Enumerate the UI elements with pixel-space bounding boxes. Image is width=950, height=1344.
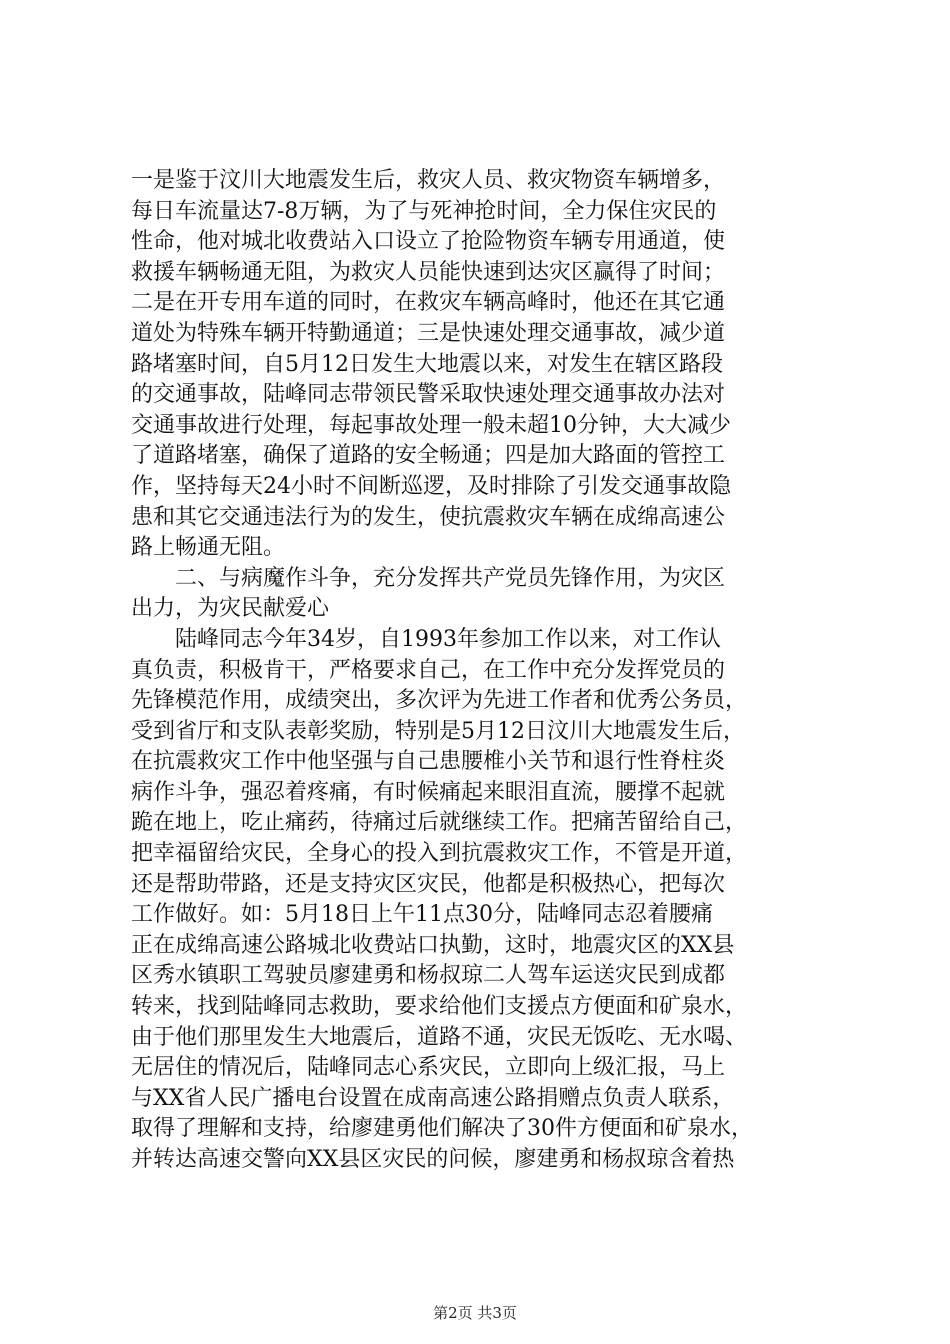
text-line: 交通事故进行处理，每起事故处理一般未超10分钟，大大减少 <box>131 412 731 438</box>
paragraph-start: 陆峰同志今年34岁，自1993年参加工作以来，对工作认 <box>175 626 721 652</box>
page-number-footer: 第2页 共3页 <box>433 1304 517 1322</box>
text-line: 正在成绵高速公路城北收费站口执勤，这时，地震灾区的XX县 <box>131 932 735 958</box>
text-line: 取得了理解和支持，给廖建勇他们解决了30件方便面和矿泉水， <box>131 1116 753 1142</box>
text-line: 并转达高速交警向XX县区灾民的问候，廖建勇和杨叔琼含着热 <box>131 1147 735 1172</box>
text-line: 病作斗争，强忍着疼痛，有时候痛起来眼泪直流，腰撑不起就 <box>131 779 726 805</box>
text-line: 转来，找到陆峰同志救助，要求给他们支援点方便面和矿泉水， <box>131 994 748 1020</box>
text-line: 的交通事故，陆峰同志带领民警采取快速处理交通事故办法对 <box>131 382 726 408</box>
text-line: 区秀水镇职工驾驶员廖建勇和杨叔琼二人驾车运送灾民到成都 <box>131 963 726 989</box>
text-line: 路堵塞时间，自5月12日发生大地震以来，对发生在辖区路段 <box>131 351 723 377</box>
text-line: 受到省厅和支队表彰奖励，特别是5月12日汶川大地震发生后， <box>131 718 745 744</box>
text-line: 道处为特殊车辆开特勤通道；三是快速处理交通事故，减少道 <box>131 320 726 346</box>
document-body <box>131 166 823 1176</box>
text-line: 救援车辆畅通无阻，为救灾人员能快速到达灾区赢得了时间； <box>131 259 726 285</box>
text-line: 路上畅通无阻。 <box>131 535 286 561</box>
text-line: 跪在地上，吃止痛药，待痛过后就继续工作。把痛苦留给自己， <box>131 810 748 836</box>
section-heading: 二、与病魔作斗争，充分发挥共产党员先锋作用，为灾区 <box>175 565 726 591</box>
text-line: 二是在开专用车道的同时，在救灾车辆高峰时，他还在其它通 <box>131 290 726 316</box>
section-heading-continued: 出力，为灾民献爱心 <box>131 596 330 622</box>
text-line: 还是帮助带路，还是支持灾区灾民，他都是积极热心，把每次 <box>131 871 726 897</box>
text-line: 每日车流量达7-8万辆，为了与死神抢时间，全力保住灾民的 <box>131 198 717 224</box>
text-line: 在抗震救灾工作中他坚强与自己患腰椎小关节和退行性脊柱炎 <box>131 749 726 775</box>
text-line: 无居住的情况后，陆峰同志心系灾民，立即向上级汇报，马上 <box>131 1055 726 1081</box>
text-line: 真负责，积极肯干，严格要求自己，在工作中充分发挥党员的 <box>131 657 726 683</box>
text-line: 性命，他对城北收费站入口设立了抢险物资车辆专用通道，使 <box>131 229 726 255</box>
text-line: 了道路堵塞，确保了道路的安全畅通；四是加大路面的管控工 <box>131 443 726 469</box>
text-line: 工作做好。如：5月18日上午11点30分，陆峰同志忍着腰痛 <box>131 902 713 928</box>
text-line: 作，坚持每天24小时不间断巡逻，及时排除了引发交通事故隐 <box>131 473 731 499</box>
text-line: 把幸福留给灾民，全身心的投入到抗震救灾工作，不管是开道， <box>131 841 748 867</box>
text-line: 先锋模范作用，成绩突出，多次评为先进工作者和优秀公务员， <box>131 688 748 714</box>
text-line: 患和其它交通违法行为的发生，使抗震救灾车辆在成绵高速公 <box>131 504 726 530</box>
text-line: 与XX省人民广播电台设置在成南高速公路捐赠点负责人联系， <box>131 1085 735 1111</box>
text-line: 一是鉴于汶川大地震发生后，救灾人员、救灾物资车辆增多， <box>131 168 726 193</box>
text-line: 由于他们那里发生大地震后，道路不通，灾民无饭吃、无水喝、 <box>131 1024 748 1050</box>
